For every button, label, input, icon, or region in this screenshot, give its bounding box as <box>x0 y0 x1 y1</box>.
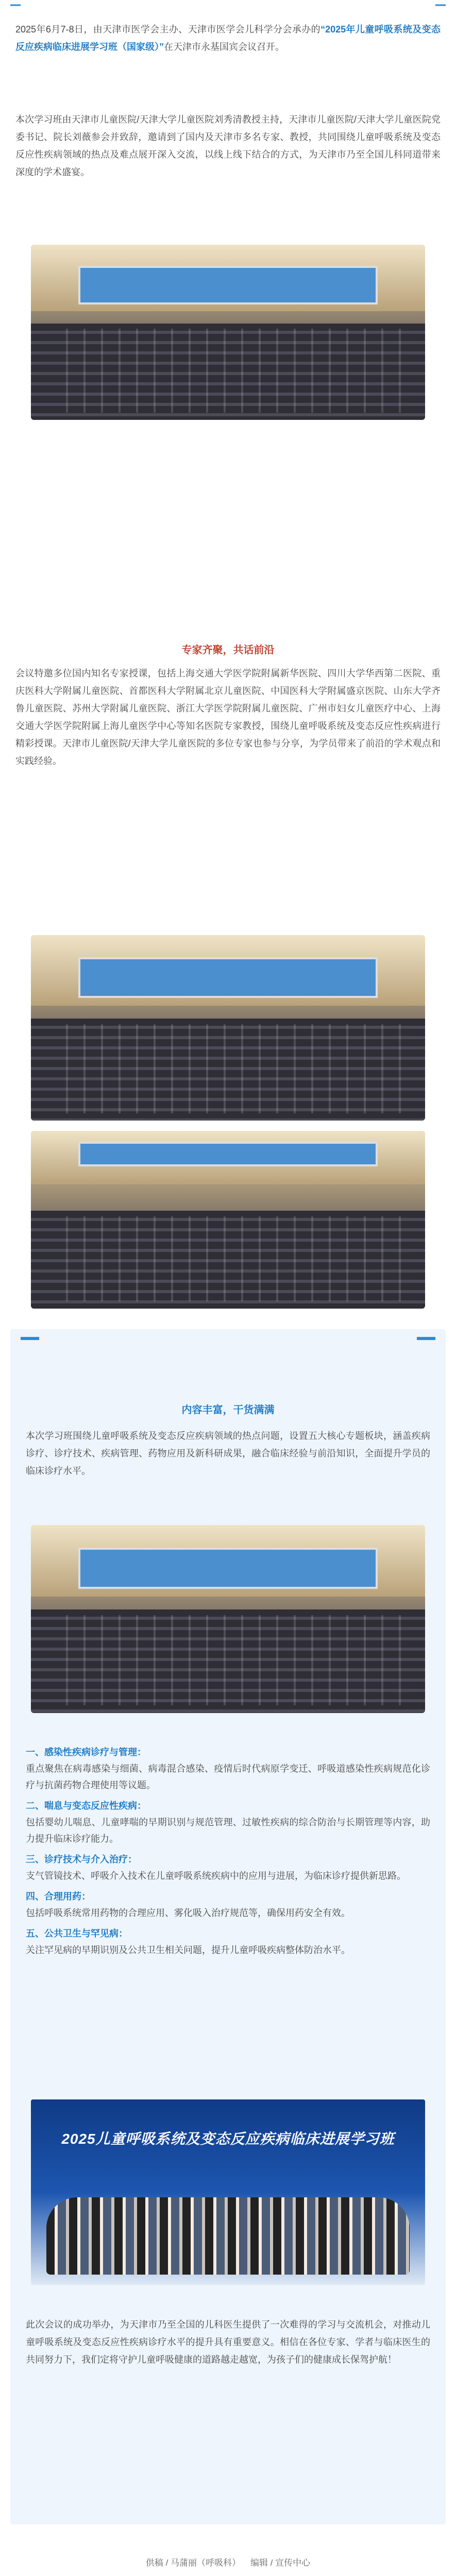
intro-text-pre: 2025年6月7-8日，由天津市医学会主办、天津市医学会儿科学分会承办的 <box>15 24 321 35</box>
topic-title: 一、感染性疾病诊疗与管理： <box>26 1747 146 1757</box>
intro-paragraph-1 <box>15 21 441 56</box>
section-experts-text <box>15 665 441 770</box>
topic-item <box>26 1925 430 1958</box>
conference-photo-1 <box>31 245 425 420</box>
experts-paragraph: 会议特邀多位国内知名专家授课，包括上海交通大学医学院附属新华医院、四川大学华西第二医院、重庆医科大学附属儿童医院、首都医科大学附属北京儿童医院、中国医科大学附属盛京医院、山东大学齐鲁儿童医院、苏州大学附属儿童医院、浙江大学医学院附属儿童医院、广州市妇女儿童医疗中心、上海交通大学医学院附属上海儿童医学中心等知名医院专家教授，围绕儿童呼吸系统及变态反应性疾病进行精彩授课。天津市儿童医院/天津大学儿童医院的多位专家也参与分享，为学员带来了前沿的学术观点和实践经验。 <box>15 668 441 766</box>
topic-title: 五、公共卫生与罕见病： <box>26 1928 128 1939</box>
group-photo-banner: 2025儿童呼吸系统及变态反应疾病临床进展学习班 <box>61 2131 395 2147</box>
topic-item <box>26 1888 430 1921</box>
topic-text: 关注罕见病的早期识别及公共卫生相关问题，提升儿童呼吸疾病整体防治水平。 <box>26 1945 350 1955</box>
credit-author <box>0 2555 456 2568</box>
topic-list <box>26 1744 430 1958</box>
topic-item <box>26 1798 430 1847</box>
closing-paragraph <box>26 2316 430 2368</box>
topic-title: 二、喘息与变态反应性疾病： <box>26 1801 146 1811</box>
top-decoration <box>0 0 456 10</box>
topic-text: 包括婴幼儿喘息、儿童哮喘的早期识别与规范管理、过敏性疾病的综合防治与长期管理等内容，助力提升临床诊疗能力。 <box>26 1817 430 1844</box>
intro-text-post: 在天津市永基国宾会议召开。 <box>164 42 284 52</box>
intro-paragraph-2 <box>15 111 441 181</box>
topic-text: 包括呼吸系统常用药物的合理应用、雾化吸入治疗规范等，确保用药安全有效。 <box>26 1908 350 1918</box>
credit-line-2: 编辑 / 宣传中心 <box>250 2558 311 2568</box>
section-content-intro <box>26 1427 430 1480</box>
topic-text: 重点聚焦在病毒感染与细菌、病毒混合感染、疫情后时代病原学变迁、呼吸道感染性疾病规范化诊疗与抗菌药物合理使用等议题。 <box>26 1764 430 1790</box>
conference-photo-3 <box>31 1131 425 1309</box>
intro-text-2: 本次学习班由天津市儿童医院/天津大学儿童医院刘秀清教授主持，天津市儿童医院/天津大学儿童医院党委书记、院长刘薇参会并致辞，邀请到了国内及天津市多名专家、教授，共同围绕儿童呼吸系统及变态反应性疾病领域的热点及难点展开深入交流，以线上线下结合的方式，为天津市乃至全国儿科同道带来深度的学术盛宴。 <box>15 114 441 177</box>
group-photo <box>31 2099 425 2285</box>
conference-photo-4 <box>31 1525 425 1713</box>
closing-text: 此次会议的成功举办，为天津市乃至全国的儿科医生提供了一次难得的学习与交流机会，对推动儿童呼吸系统及变态反应性疾病诊疗水平的提升具有重要意义。相信在各位专家、学者与临床医生的共同努力下，我们定将守护儿童呼吸健康的道路越走越宽，为孩子们的健康成长保驾护航！ <box>26 2319 430 2365</box>
section-title-experts: 专家齐聚，共话前沿 <box>181 645 275 656</box>
course-title: “2025年儿童呼吸系统及变态反应疾病临床进展学习班（国家级）” <box>15 24 441 52</box>
topic-title: 四、合理用药： <box>26 1891 91 1902</box>
topic-text: 支气管镜技术、呼吸介入技术在儿童呼吸系统疾病中的应用与进展，为临床诊疗提供新思路。 <box>26 1871 406 1881</box>
topic-title: 三、诊疗技术与介入治疗： <box>26 1854 137 1865</box>
credit-line-1: 供稿 / 马蒲丽（呼吸科） <box>145 2558 241 2568</box>
section-title-content: 内容丰富，干货满满 <box>181 1404 275 1416</box>
conference-photo-2 <box>31 935 425 1121</box>
topic-item <box>26 1851 430 1884</box>
content-paragraph: 本次学习班围绕儿童呼吸系统及变态反应疾病领域的热点问题，设置五大核心专题板块，涵盖疾病诊疗、诊疗技术、疾病管理、药物应用及新科研成果，融合临床经验与前沿知识，全面提升学员的临床诊疗水平。 <box>26 1431 430 1476</box>
topic-item <box>26 1744 430 1793</box>
